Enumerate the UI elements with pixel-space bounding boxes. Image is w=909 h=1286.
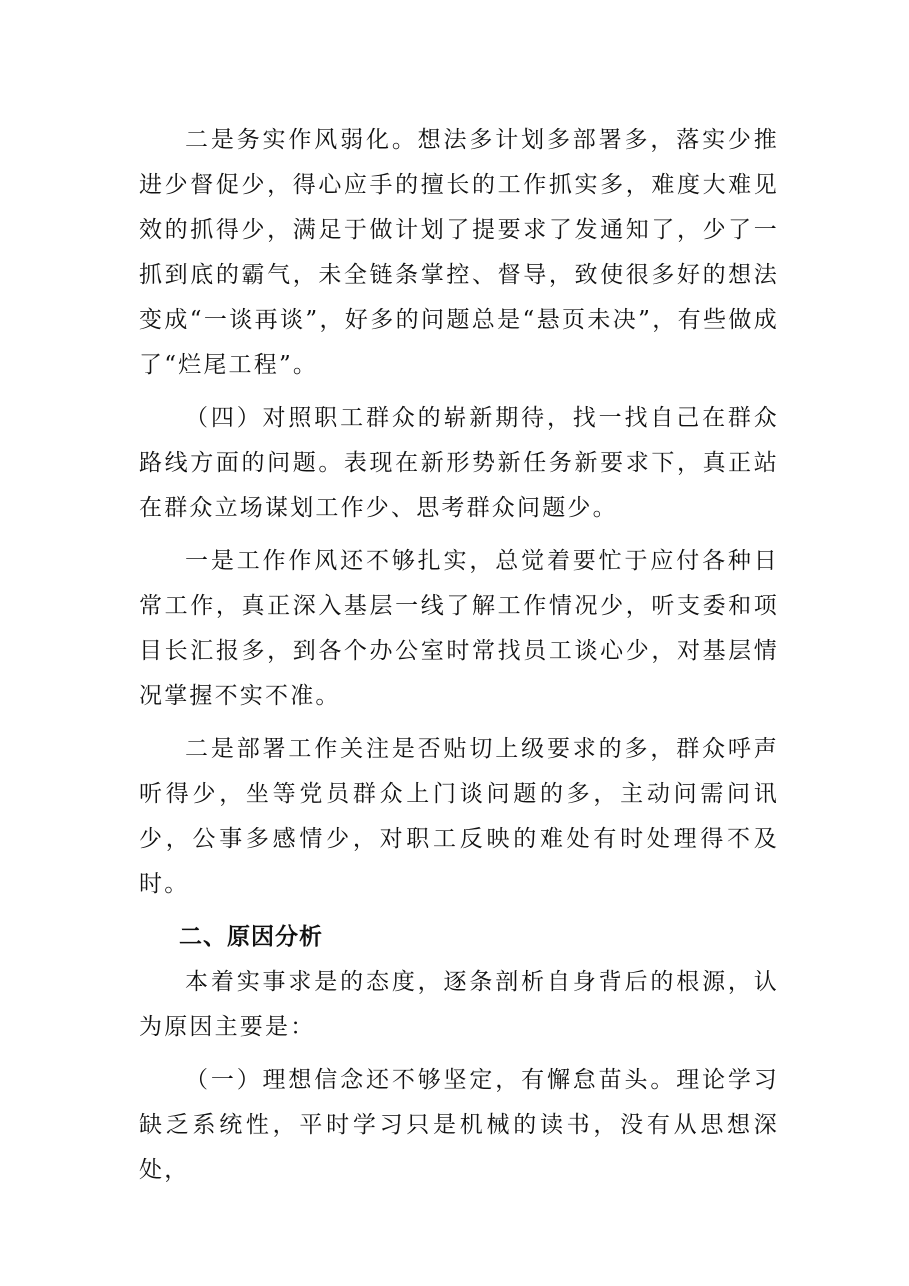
paragraph-spacer xyxy=(139,1050,779,1058)
paragraph-mass-line-issues: （四）对照职工群众的崭新期待，找一找自己在群众路线方面的问题。表现在新形势新任务新要求下，真正站在群众立场谋划工作少、思考群众问题少。 xyxy=(139,405,779,521)
paragraph-ideals-beliefs: （一）理想信念还不够坚定，有懈怠苗头。理论学习缺乏系统性，平时学习只是机械的读书，没有从思想深处， xyxy=(139,1067,779,1183)
section-heading-cause-analysis: 二、原因分析 xyxy=(179,924,323,950)
paragraph-spacer xyxy=(139,719,779,727)
document-body xyxy=(139,118,779,1193)
paragraph-deployment-focus: 二是部署工作关注是否贴切上级要求的多，群众呼声听得少，坐等党员群众上门谈问题的多，主动问需问讯少，公事多感情少，对职工反映的难处有时处理得不及时。 xyxy=(139,736,779,897)
paragraph-spacer xyxy=(139,388,779,396)
paragraph-analysis-intro: 本着实事求是的态度，逐条剖析自身背后的根源，认为原因主要是： xyxy=(139,969,779,1040)
paragraph-spacer xyxy=(139,531,779,539)
paragraph-pragmatic-style: 二是务实作风弱化。想法多计划多部署多，落实少推进少督促少，得心应手的擅长的工作抓实多，难度大难见效的抓得少，满足于做计划了提要求了发通知了，少了一抓到底的霸气，未全链条掌控、督导，致使很多好的想法变成“一谈再谈”，好多的问题总是“悬页未决”，有些做成了“烂尾工程”。 xyxy=(139,127,779,378)
paragraph-work-style: 一是工作作风还不够扎实，总觉着要忙于应付各种日常工作，真正深入基层一线了解工作情况少，听支委和项目长汇报多，到各个办公室时常找员工谈心少，对基层情况掌握不实不准。 xyxy=(139,548,779,709)
paragraph-spacer xyxy=(139,907,779,915)
